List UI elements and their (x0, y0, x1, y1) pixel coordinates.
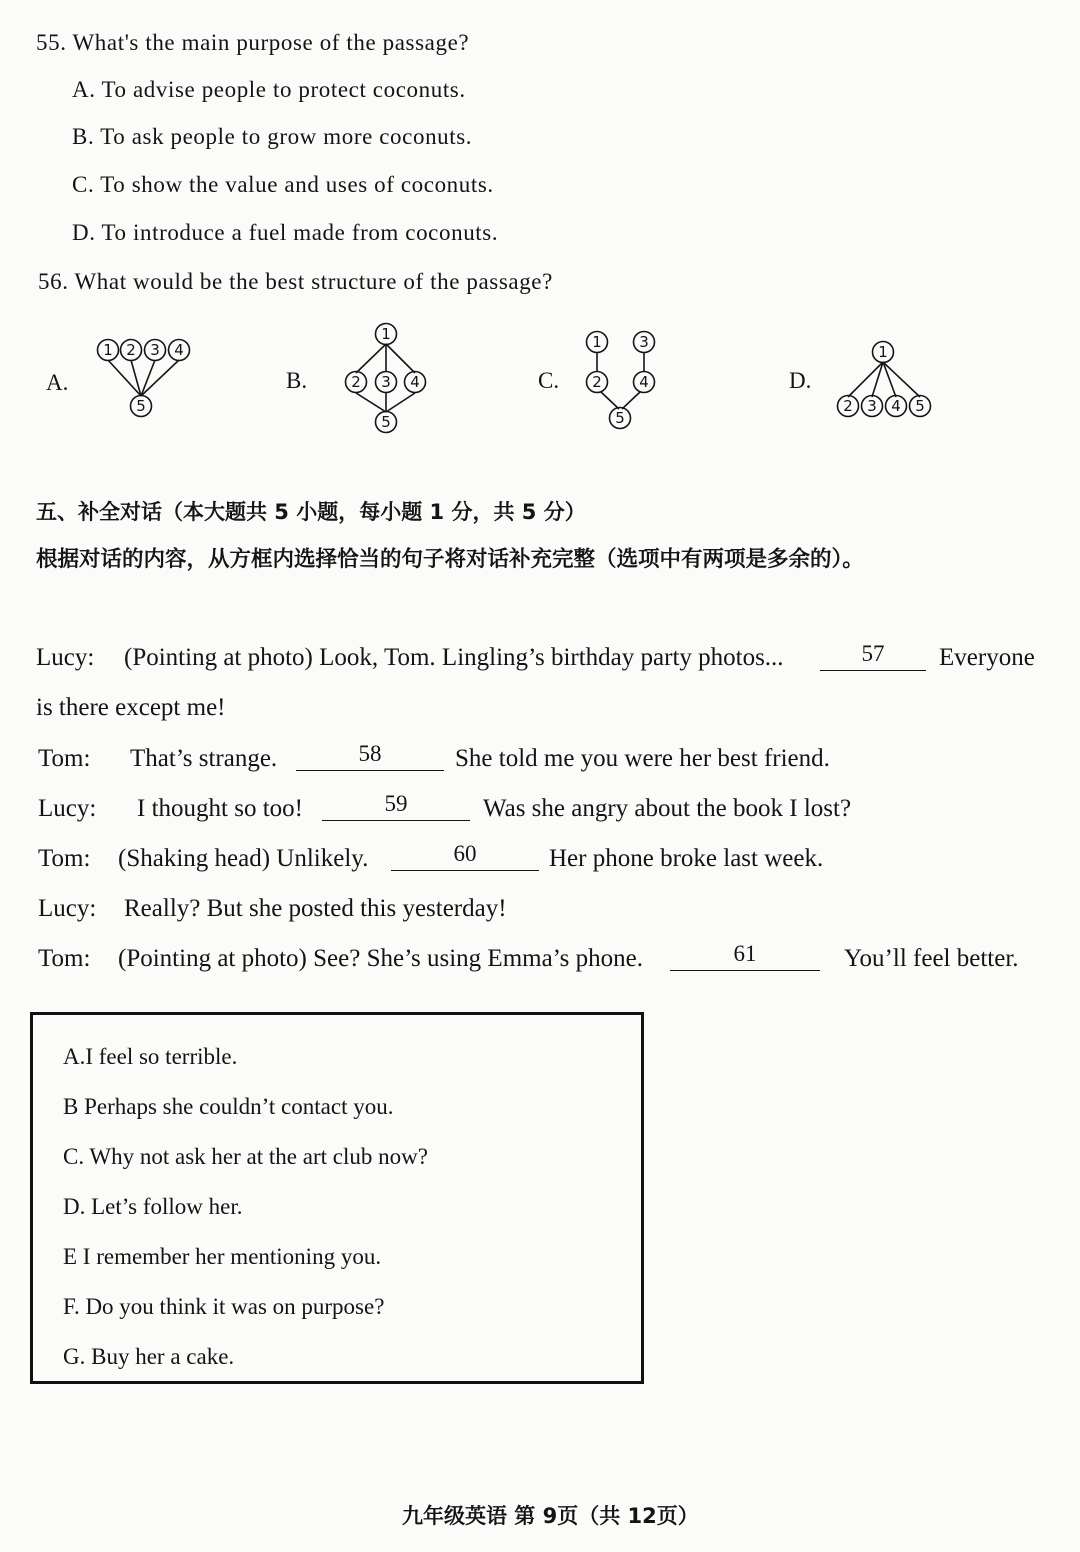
q56-label-b: B. (286, 368, 308, 393)
dialogue-cont-1: is there except me! (36, 694, 226, 721)
dialogue-after-6: You’ll feel better. (844, 945, 1019, 972)
dialogue-speaker-2: Tom: (38, 745, 91, 772)
svg-text:4: 4 (891, 397, 901, 415)
choice-g: G. Buy her a cake. (63, 1344, 235, 1369)
choices-box (30, 1012, 644, 1384)
q56-label-a: A. (46, 370, 69, 395)
dialogue-after-2: She told me you were her best friend. (455, 745, 830, 772)
svg-text:3: 3 (867, 397, 877, 415)
section-heading: 五、补全对话（本大题共 5 小题，每小题 1 分，共 5 分） (36, 500, 586, 524)
q55-option-b: B. To ask people to grow more coconuts. (72, 124, 473, 149)
svg-text:1: 1 (592, 333, 602, 351)
choice-d: D. Let’s follow her. (63, 1194, 243, 1219)
dialogue-after-4: Her phone broke last week. (549, 845, 824, 872)
svg-text:5: 5 (615, 409, 625, 427)
svg-text:4: 4 (174, 341, 184, 359)
dialogue-after-1: Everyone (939, 644, 1035, 671)
dialogue-text-1: (Pointing at photo) Look, Tom. Lingling’s birthday party photos... (124, 644, 784, 671)
q56-label-c: C. (538, 368, 560, 393)
dialogue-text-6: (Pointing at photo) See? She’s using Emma’s phone. (118, 945, 643, 972)
svg-text:1: 1 (103, 341, 113, 359)
choice-e: E I remember her mentioning you. (63, 1244, 382, 1269)
dialogue-text-3: I thought so too! (137, 795, 303, 822)
svg-text:5: 5 (915, 397, 925, 415)
svg-text:3: 3 (150, 341, 160, 359)
svg-text:1: 1 (878, 343, 888, 361)
q56-label-d: D. (789, 368, 812, 393)
choice-f: F. Do you think it was on purpose? (63, 1294, 385, 1319)
dialogue-speaker-3: Lucy: (38, 795, 97, 822)
dialogue-speaker-1: Lucy: (36, 644, 95, 671)
svg-text:1: 1 (381, 325, 391, 343)
choice-b: B Perhaps she couldn’t contact you. (63, 1094, 394, 1119)
svg-text:2: 2 (126, 341, 136, 359)
choice-a: A.I feel so terrible. (63, 1044, 238, 1069)
q55-option-a: A. To advise people to protect coconuts. (72, 77, 466, 102)
dialogue-speaker-5: Lucy: (38, 895, 97, 922)
svg-text:4: 4 (639, 373, 649, 391)
svg-text:3: 3 (639, 333, 649, 351)
blank-61[interactable]: 61 (670, 940, 820, 971)
q55-option-d: D. To introduce a fuel made from coconuts. (72, 220, 499, 245)
blank-59[interactable]: 59 (322, 790, 470, 821)
svg-text:2: 2 (843, 397, 853, 415)
svg-text:4: 4 (410, 373, 420, 391)
svg-text:3: 3 (381, 373, 391, 391)
dialogue-text-5: Really? But she posted this yesterday! (124, 895, 507, 922)
svg-text:5: 5 (381, 413, 391, 431)
blank-60[interactable]: 60 (391, 840, 539, 871)
page-footer: 九年级英语 第 9页（共 12页） (402, 1504, 699, 1528)
blank-58[interactable]: 58 (296, 740, 444, 771)
q55-stem: 55. What's the main purpose of the passage? (36, 30, 470, 55)
q55-option-c: C. To show the value and uses of coconuts. (72, 172, 494, 197)
svg-text:2: 2 (592, 373, 602, 391)
section-instruction: 根据对话的内容，从方框内选择恰当的句子将对话补充完整（选项中有两项是多余的）。 (36, 547, 864, 572)
dialogue-speaker-6: Tom: (38, 945, 91, 972)
choice-c: C. Why not ask her at the art club now? (63, 1144, 428, 1169)
dialogue-after-3: Was she angry about the book I lost? (483, 795, 852, 822)
svg-text:2: 2 (351, 373, 361, 391)
blank-57[interactable]: 57 (820, 640, 926, 671)
dialogue-text-4: (Shaking head) Unlikely. (118, 845, 369, 872)
svg-text:5: 5 (136, 397, 146, 415)
dialogue-text-2: That’s strange. (130, 745, 278, 772)
dialogue-speaker-4: Tom: (38, 845, 91, 872)
structure-diagrams (0, 315, 1080, 440)
q56-stem: 56. What would be the best structure of the passage? (38, 269, 553, 294)
